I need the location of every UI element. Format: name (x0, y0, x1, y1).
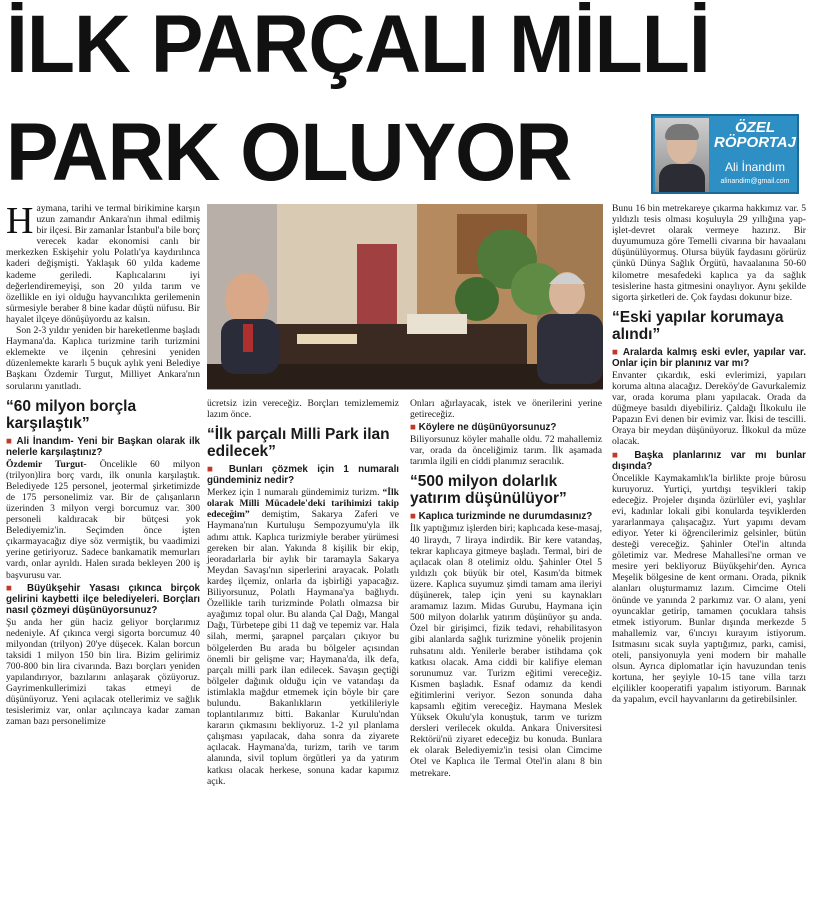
subheading-old-buildings: “Eski yapılar korumaya alındı” (612, 308, 784, 343)
answer-debts-continued: ücretsiz izin vereceğiz. Borçları temizlememiz lazım önce. (207, 398, 399, 421)
answer-villages: Biliyorsunuz köyler mahalle oldu. 72 mahallemiz var, orada da önceliğimiz tarım. İlk aşamada tarımla ilgili en ciddi planımız seracılık. (410, 434, 602, 468)
intro-text: aymana, tarihi ve termal birikimine karşın uzun zamandır Ankara'nın ihmal edilmiş bir ilçesi. Bir zamanlar İstanbul'a bile borç verecek kadar ekonomisi canlı bir merkezken Eskişehir yolu Polatlı'ya kaydırılınca kaderi değişmişti. Yaklaşık 60 yılda kademe kademe geriledi. Kaplıcalarını iyi değerlendiremeyişi, son 20 yılda tarım ve özellikle en iyi olduğu hayvancılıkta gerilemenin sürmesiyle beraber 8 bine kadar düştü nüfusu. Bir hayalet ilçeye dönüşüyordu az kalsın. (6, 203, 200, 325)
reporter-name: Ali İnandım (724, 160, 786, 174)
question-agenda: ■ Bunları çözmek için 1 numaralı gündeminiz nedir? (207, 464, 399, 486)
question-old-houses: ■ Aralarda kalmış eski evler, yapılar var. Onlar için bir planınız var mı? (612, 347, 806, 369)
answer-other-plans: Öncelikle Kaymakamlık'la birlikte proje bürosu kuruyoruz. Yurtiçi, yurtdışı teşvikleri takip edeceğiz. Projeler dışında özürlüler evi, yaşlılar evi, kadınlar lokali gibi konularda teşviklerden yararlanmaya çalışacağız. Yurt yapımı devam ediyor. Yeter ki öğrencilerimiz gelsinler, bütün desteği vereceğiz. Şahinler Otel'in altında göletimiz var. Medrese Mahallesi'ne orman ve mesire yeri bekliyoruz Büyükşehir'den. Ayrıca Meşelik bölgesine de kent ormanı. Orada, piknik alanları oluşturmamız lazım. Cimcime Oteli önünde ve yanında 2 parkımız var. O alanı, yeni oyuncaklar getirip, tamamen çocuklara tahsis etmek istiyorum. Bunlar dışında merkezde 5 mahallemiz var, 6'ıncıyı kurayım istiyorum. Isıtmasını sıcak suyla yaptığımız, parkı, camisi, oteli, pansiyonuyla yeni modern bir mahalle olsun. Ayrıca diplomatlar için havuzundan tenis kortuna, her şeyiyle 10-15 tane villa tarzı elçilikler kooperatifi yapalım istiyorum. Barınak da yapalım, evcil hayvanlarını da getirebilsinler. (612, 472, 806, 706)
interview-photo (207, 204, 603, 390)
reporter-email: alinandim@gmail.com (720, 178, 790, 185)
subheading-national-park: “İlk parçalı Milli Park ilan edilecek” (207, 426, 390, 461)
answer-spa-continued: Bunu 16 bin metrekareye çıkarma hakkımız var. 5 yıldızlı tesis olması koşuluyla 29 yıllığına yap-işlet-devret olarak vermeye hazırız. Bir duyumumuza göre Temelli civarına bir havaalanı düşünülüyormuş. Olursa büyük faydasını görürüz çünkü Dünya Sağlık Örgütü, havaalanına 50-60 kilometre mesafedeki kaplıca ya da sağlık tesislerine hasta gitmesini onaylıyor. Aynı şekilde sigorta şirketleri de. Çok faydası dokunur bize. (612, 203, 806, 303)
answer-agenda-continued: Onları ağırlayacak, istek ve önerilerini yerine getireceğiz. (410, 398, 602, 421)
special-interview-tag: ÖZEL RÖPORTAJ (714, 119, 796, 151)
subheading-investment: “500 milyon dolarlık yatırım düşünülüyor” (410, 473, 567, 508)
article-column-1 (6, 200, 201, 728)
question-spa-tourism: ■ Kaplıca turizminde ne durumdasınız? (410, 511, 602, 522)
answer-first-issues: Öncelikle 60 milyon (trilyon)lira borç vardı, ilk onunla karşılaştık. Belediyede 125 personel, jeotermal şirketimizde de 175 personelimiz var. Bir de çalışanların üzerinden 3 milyon vergi borcumuz var. 300 personeli kaldıracak bir bütçesi yok Belediyemiz'in. Seçimden önce işten çıkarmayacağız diye söz vermiştik, bu vaadimizi yerine getiriyoruz. Sadece bankamatik memurları vardı, onlar ayrıldı. Halen sırada bekleyen 200 iş başvurusu var. (6, 458, 201, 581)
question-other-plans: ■ Başka planlarınız var mı bunlar dışında? (612, 450, 806, 472)
question-debts: ■ Büyükşehir Yasası çıkınca birçok gelirini kaybetti ilçe belediyeleri. Borçları nasıl çözmeyi düşünüyorsunuz? (6, 583, 200, 616)
article-column-2 (207, 398, 399, 787)
subheading-debt: “60 milyon borçla karşılaştık” (6, 397, 137, 432)
answer-agenda-start: Merkez için 1 numaralı gündemimiz turizm. (207, 487, 380, 499)
answer-debts: Şu anda her gün haciz geliyor borçlarımız nedeniyle. Af çıkınca vergi sigorta borcumuz 40 milyondan (trilyon) 20'ye düşecek. Kalan borcun taksidi 1 milyon 150 bin lira. Bizim gelirimiz 700-800 bin lira civarında. Bazı borçları yeniden yapılandırıyor, bazılarını anlaşarak çözüyoruz. Gayrimenkullerimizi takas etmeyi de düşünüyoruz. Yeni açılacak otellerimiz ve sağlık tesislerimiz var, onlar açılıncaya kadar zaman zaman bazı personelimize (6, 616, 200, 728)
article-column-3 (410, 398, 602, 779)
intro-paragraph-2: Son 2-3 yıldır yeniden bir hareketlenme başladı Haymana'da. Kaplıca turizmine tarih turizmini eklemekte ve ilçenin çehresini yeniden düzenlemekte kararlı 5 buçuk aylık yeni Belediye Başkanı Özdemir Turgut, Milliyet Ankara'nın sorularını yanıtladı. (6, 325, 200, 392)
answer-agenda-text: demiştim, Sakarya Zaferi ve Haymana'nın Kurtuluşu Sempozyumu'yla ilk adımı attık. Kaplıca turizmiyle beraber yürümesi gereken bir alan. Yakında 8 kişilik bir ekip, jeoradarlarla bir aylık bir taramayla Sakarya Meydan Savaşı'nın siperlerini arayacak. Polatlı kardeş ilçemiz, onlarla da işbirliği yapacağız. Biliyorsunuz, Polatlı Haymana'ya bağlıydı. Özellikle tarih turizminde Polatlı olmazsa bir ayağımız topal olur. Bu alanda Çal Dağı, Mangal Dağı, Türbetepe gibi 11 dağ ve tepemiz var. Hala silah, mermi, şarapnel parçaları çıkıyor bu bölgelerden Bu arada bu bölgeler açısından önemli bir gelişme var; Haymana'da, ilk defa, parçalı milli park ilan edilecek. Savaşın geçtiği bölgeler dağınık olduğu için ve vatandaşı da istimlakla mağdur etmemek için böyle bir çare bulundu. Bakanlıkların yetkilileriyle toplantılarımız bitti. Bakanlar Kurulu'ndan kararın çıkmasını bekliyoruz. 1-2 yıl planlama çalışması yapılacak, daha sonra da ziyarete açılacak. Haymana'da, turizm, tarih ve tarım alanında, sivil toplum örgütleri ya da yatırım katkısı olacak herkese, sonuna kadar kapımız açık. (207, 509, 399, 787)
article-column-4 (612, 203, 806, 705)
headline-line-1: İLK PARÇALI MİLLİ (6, 0, 710, 90)
answer-agenda-quote: “İlk olarak Milli Mücadele'deki tarihimizi takip edeceğim” (207, 487, 399, 521)
speaker-name: Özdemir Turgut- (6, 458, 87, 470)
question-villages: ■ Köylere ne düşünüyorsunuz? (410, 422, 602, 433)
drop-cap: H (6, 200, 34, 242)
answer-old-houses: Envanter çıkardık, eski evlerimizi, yapıları koruma altına alacağız. Dereköy'de Gavurkalemiz var, orada koruma planı yapılacak. Orada da düğmeye basıldı diyebiliriz. Çaldağı İlkokulu ile Papazın Evi denen bir evimiz var. İkisi de tescilli. Oraya bir meydan düşünüyoruz. İlkokul da müze olacak. (612, 369, 806, 448)
answer-spa-tourism: İlk yaptığımız işlerden biri; kaplıcada kese-masaj, 40 liraydı, 7 liraya indirdik. Bir kere vatandaş, tekrar kaplıcaya gitmeye başladı. Termal, biri de açılacak olan 8 otelimiz oldu. Şahinler Otel 5 yıldızlı çok büyük bir otel, Kasım'da bitmek üzere. Kaplıca suyumuz şimdi tamam ama ileriyi düşünerek, talep için yeni su kaynakları aramamız lazım. Midas Gurubu, Haymana için 500 milyon dolarlık yatırım düşünüyor şu anda. Özel bir girişimci, fizik tedavi, rehabilitasyon gibi alanlarda sağlık turizmine yönelik projenin ruhsatını aldı. Yenilerle beraber istihdama çok katkısı olacak. Ama ciddi bir kalifiye eleman sorunumuz var. Turizm eğitimi vereceğiz. Kısmen başladık. Esnaf odamız da kendi eğitimlerini veriyor. Sezon sonunda daha kapsamlı eğitim vereceğiz. Haymana Meslek Yüksek Okulu'yla konuştuk, tarım ve turizm dersleri verilecek okulda. Ankara Üniversitesi Rektörü'nü ziyaret edeceğiz bu konuda. Bunlara ek olarak Belediyemiz'in tesisi olan Cimcime Otel ve Kaplıca ile Termal Otel'in alanı 8 bin metrekare. (410, 523, 602, 779)
question-first-issues: ■ Ali İnandım- Yeni bir Başkan olarak ilk nelerle karşılaştınız? (6, 436, 200, 458)
reporter-badge (651, 114, 799, 194)
headline-line-2: PARK OLUYOR (6, 107, 572, 198)
reporter-photo (655, 118, 709, 192)
